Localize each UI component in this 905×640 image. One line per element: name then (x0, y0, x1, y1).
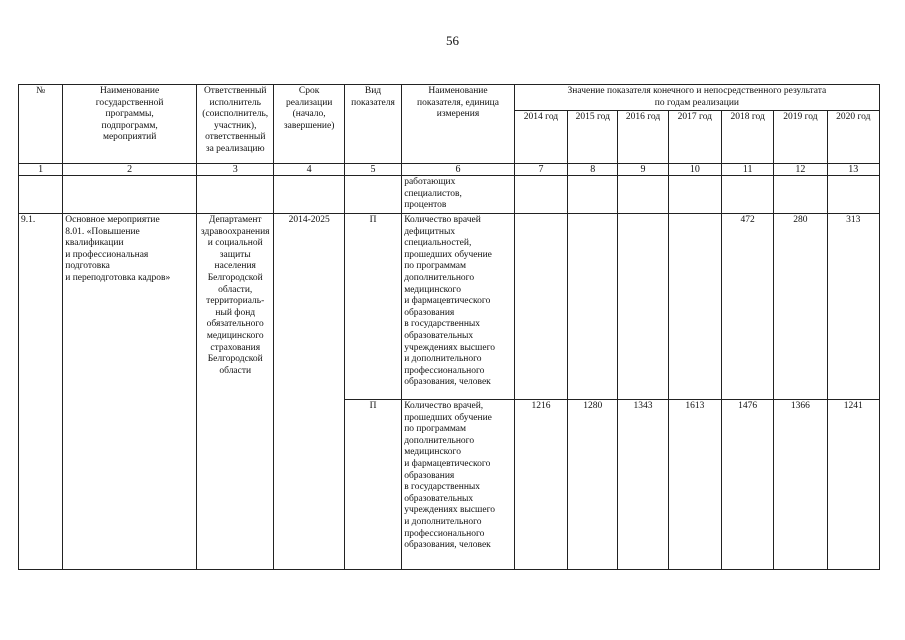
column-number: 9 (618, 164, 668, 176)
indicator-value: 1216 (514, 399, 567, 569)
indicator-type: П (344, 399, 401, 569)
indicator-value: 280 (774, 213, 827, 399)
indicator-value (618, 213, 668, 399)
column-number: 3 (197, 164, 274, 176)
indicator-type: П (344, 213, 401, 399)
indicator-value: 1241 (827, 399, 879, 569)
column-number: 10 (668, 164, 721, 176)
column-number: 4 (274, 164, 344, 176)
indicator-value: 313 (827, 213, 879, 399)
header-year: 2015 год (568, 111, 618, 164)
header-year: 2019 год (774, 111, 827, 164)
page-number: 56 (446, 33, 459, 48)
header-period: Срок реализации (начало, завершение) (274, 85, 344, 164)
header-program-name: Наименование государственной программы, подпрограмм, мероприятий (63, 85, 197, 164)
column-number: 5 (344, 164, 401, 176)
header-values-group: Значение показателя конечного и непосредственного результата по годам реализации (514, 85, 879, 111)
column-number: 13 (827, 164, 879, 176)
header-year: 2016 год (618, 111, 668, 164)
activity-name: Основное мероприятие 8.01. «Повышение квалификации и профессиональная подготовка и переподготовка кадров» (63, 213, 197, 569)
indicator-value: 1366 (774, 399, 827, 569)
implementation-period: 2014-2025 (274, 213, 344, 569)
header-year: 2017 год (668, 111, 721, 164)
indicator-value: 1476 (721, 399, 773, 569)
responsible-executor: Департамент здравоохранения и социальной защиты населения Белгородской области, территориаль- ный фонд обязательного медицинского страхования Белгородской области (197, 213, 274, 569)
header-year: 2020 год (827, 111, 879, 164)
indicator-value: 472 (721, 213, 773, 399)
indicator-name: Количество врачей дефицитных специальностей, прошедших обучение по программам дополнительного медицинского и фармацевтического образования в государственных образовательных учреждениях высшего и дополнительного профессионального образования, человек (402, 213, 515, 399)
indicator-table (18, 84, 880, 570)
header-number: № (19, 85, 63, 164)
header-indicator-name: Наименование показателя, единица измерения (402, 85, 515, 164)
indicator-value (514, 213, 567, 399)
indicator-name-continued: работающих специалистов, процентов (402, 176, 515, 214)
indicator-value: 1343 (618, 399, 668, 569)
column-number: 8 (568, 164, 618, 176)
column-number: 2 (63, 164, 197, 176)
indicator-value: 1613 (668, 399, 721, 569)
header-responsible: Ответственный исполнитель (соисполнитель, участник), ответственный за реализацию (197, 85, 274, 164)
row-number: 9.1. (19, 213, 63, 569)
column-number-row (19, 164, 880, 176)
table-row (19, 213, 880, 399)
column-number: 11 (721, 164, 773, 176)
column-number: 1 (19, 164, 63, 176)
column-number: 12 (774, 164, 827, 176)
indicator-value (568, 213, 618, 399)
header-year: 2014 год (514, 111, 567, 164)
indicator-name: Количество врачей, прошедших обучение по программам дополнительного медицинского и фармацевтического образования в государственных образовательных учреждениях высшего и дополнительного профессионального образования, человек (402, 399, 515, 569)
indicator-value (668, 213, 721, 399)
header-year: 2018 год (721, 111, 773, 164)
continuation-row (19, 176, 880, 214)
column-number: 6 (402, 164, 515, 176)
indicator-value: 1280 (568, 399, 618, 569)
header-indicator-type: Вид показателя (344, 85, 401, 164)
column-number: 7 (514, 164, 567, 176)
